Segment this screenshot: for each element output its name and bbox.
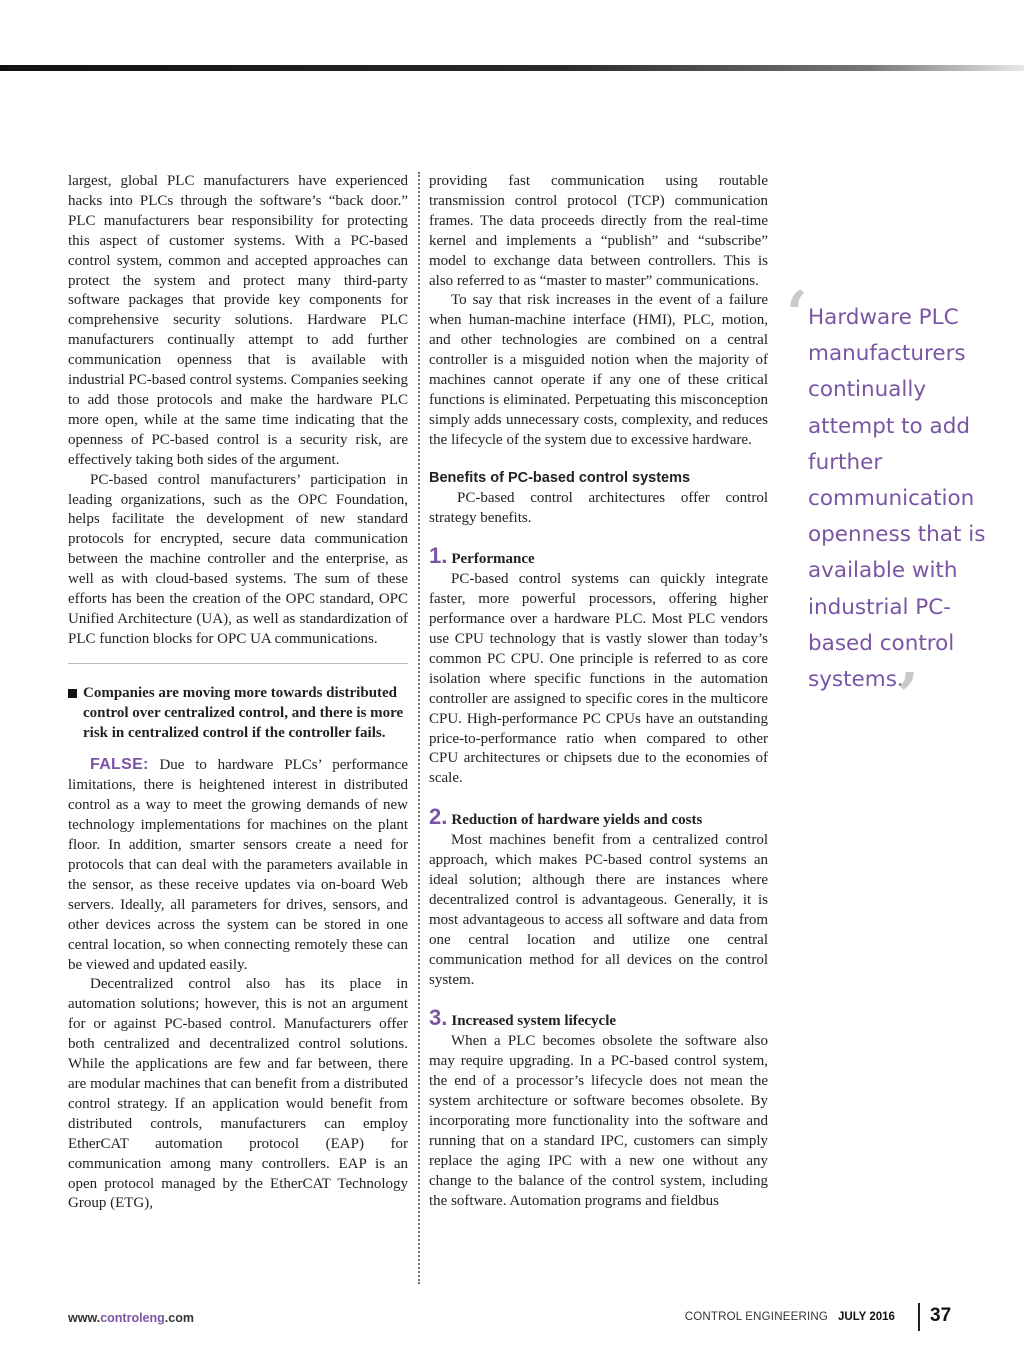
section-heading: Benefits of PC-based control systems (429, 469, 691, 486)
benefit-text: When a PLC becomes obsolete the software also may require upgrading. In a PC-based control system, the end of a processor’s lifecycle does not mean the system architecture or software becomes obsolete. By incorporating more functionality into the software and running that on a standard IPC, customers can simply replace the aging IPC with a new one without any change to the balance of the control system, including the software. Automation programs and fieldbus (429, 1033, 768, 1209)
benefit-heading-1 (429, 543, 768, 570)
article-column-left (68, 172, 408, 1214)
myth-statement (68, 684, 408, 744)
footer-divider (918, 1303, 920, 1331)
header-rule (0, 65, 1024, 71)
benefit-number: 1. (429, 543, 448, 569)
close-quote-icon: ’ (897, 659, 919, 732)
section-intro: PC-based control architectures offer control strategy benefits. (429, 489, 768, 526)
paragraph: To say that risk increases in the event of a failure when human-machine interface (HMI), PLC, motion, and other technologies are combined on a central controller is a misguided notion when the majority of machines cannot operate if any one of these critical functions is eliminated. Perpetuating this misconception simply adds unnecessary costs, complexity, and reduces the lifecycle of the system due to excessive hardware. (429, 292, 768, 448)
paragraph: PC-based control manufacturers’ participation in leading organizations, such as the OPC Foundation, helps facilitate the development of new standard protocols for encrypted, secure data communication between the machine controller and the enterprise, as well as with cloud-based systems. The sum of these efforts has been the creation of the OPC standard, OPC Unified Architecture (UA), as well as standardization of PLC function blocks for OPC UA communications. (68, 471, 408, 647)
footer-url-brand: controleng (100, 1311, 165, 1325)
benefit-number: 2. (429, 804, 448, 830)
benefit-number: 3. (429, 1005, 448, 1031)
paragraph: Decentralized control also has its place in automation solutions; however, this is not an argument for or against PC-based control. Manufacturers offer both centralized and decentralized control solutions. While the applications are few and far between, there are modular machines that can benefit from a distributed control strategy. If an application would benefit from distributed controls, manufacturers can employ EtherCAT automation protocol (EAP) for communication among many controllers. EAP is an open protocol managed by the EtherCAT Technology Group (ETG), (68, 976, 408, 1212)
benefit-title: Performance (451, 551, 535, 568)
footer-url[interactable] (68, 1311, 194, 1325)
verdict-label: FALSE: (90, 756, 149, 774)
pull-quote: Hardware PLC manufacturers continually attempt to add further communication openness that is available with industrial PC-based control systems. (808, 305, 986, 693)
divider (68, 663, 408, 664)
verdict-paragraph (68, 755, 408, 975)
footer-issue-date: JULY 2016 (838, 1311, 895, 1323)
page-number: 37 (930, 1305, 952, 1326)
bullet-square-icon (68, 689, 77, 698)
benefit-title: Reduction of hardware yields and costs (451, 812, 703, 829)
benefit-heading-2 (429, 804, 768, 831)
benefit-heading-3 (429, 1005, 768, 1032)
footer-magazine-name: CONTROL ENGINEERING (684, 1311, 828, 1323)
verdict-text: Due to hardware PLCs’ performance limitations, there is heightened interest in distributed control as a way to meet the growing demands of new technology implementations for machines on the plant floor. In addition, smarter sensors create a need for protocols that can deal with the parameters available in the sensor, as these receive updates via on-board Web servers. Ideally, all parameters for drives, sensors, and other devices across the system can be stored in one central location, so when connecting remotely these can be viewed and updated easily. (68, 757, 408, 973)
myth-statement-text: Companies are moving more towards distributed control over centralized control, and there is more risk in centralized control if the controller fails. (83, 684, 404, 741)
column-divider (418, 172, 420, 1284)
paragraph: largest, global PLC manufacturers have experienced hacks into PLCs through the software’s “back door.” PLC manufacturers bear responsibility for protecting this aspect of customer systems. With a PC-based control system, common and accepted approaches can protect the system and protect many third-party software packages that provide key components for comprehensive security solutions. Hardware PLC manufacturers continually attempt to add further communication openness that is available with industrial PC-based control systems. Companies seeking to add those protocols and make the hardware PLC more open, while at the same time indicating that the openness of PC-based control is a security risk, are effectively taking both sides of the argument. (68, 173, 408, 468)
benefit-text: PC-based control systems can quickly integrate faster, more powerful processors, offering higher performance over a hardware PLC. Most PLC vendors use CPU technology that is vastly slower than today’s common PC CPU. One principle is referred to as core isolation where specific functions in the automation controller are assigned to specific cores in the multicore CPU. High-performance PC CPUs have an outstanding price-to-performance ratio when compared to other CPU architectures or chipsets due to the economies of scale. (429, 571, 768, 787)
paragraph: providing fast communication using routable transmission control protocol (TCP) communication frames. The data proceeds directly from the real-time kernel and implements a “publish” and “subscribe” model to exchange data between controllers. This is also referred to as “master to master” communications. (429, 173, 768, 289)
footer-url-suffix: .com (164, 1311, 194, 1325)
open-quote-icon: ‘ (786, 277, 808, 350)
benefit-text: Most machines benefit from a centralized control approach, which makes PC-based control systems an ideal solution; although there are instances where decentralized control is advantageous. Generally, it is most advantageous to access all software and data from one central location and utilize one central communication method for all devices on the control system. (429, 832, 768, 988)
benefit-title: Increased system lifecycle (451, 1013, 617, 1030)
article-column-right (429, 172, 768, 1212)
footer-url-prefix: www. (68, 1311, 101, 1325)
